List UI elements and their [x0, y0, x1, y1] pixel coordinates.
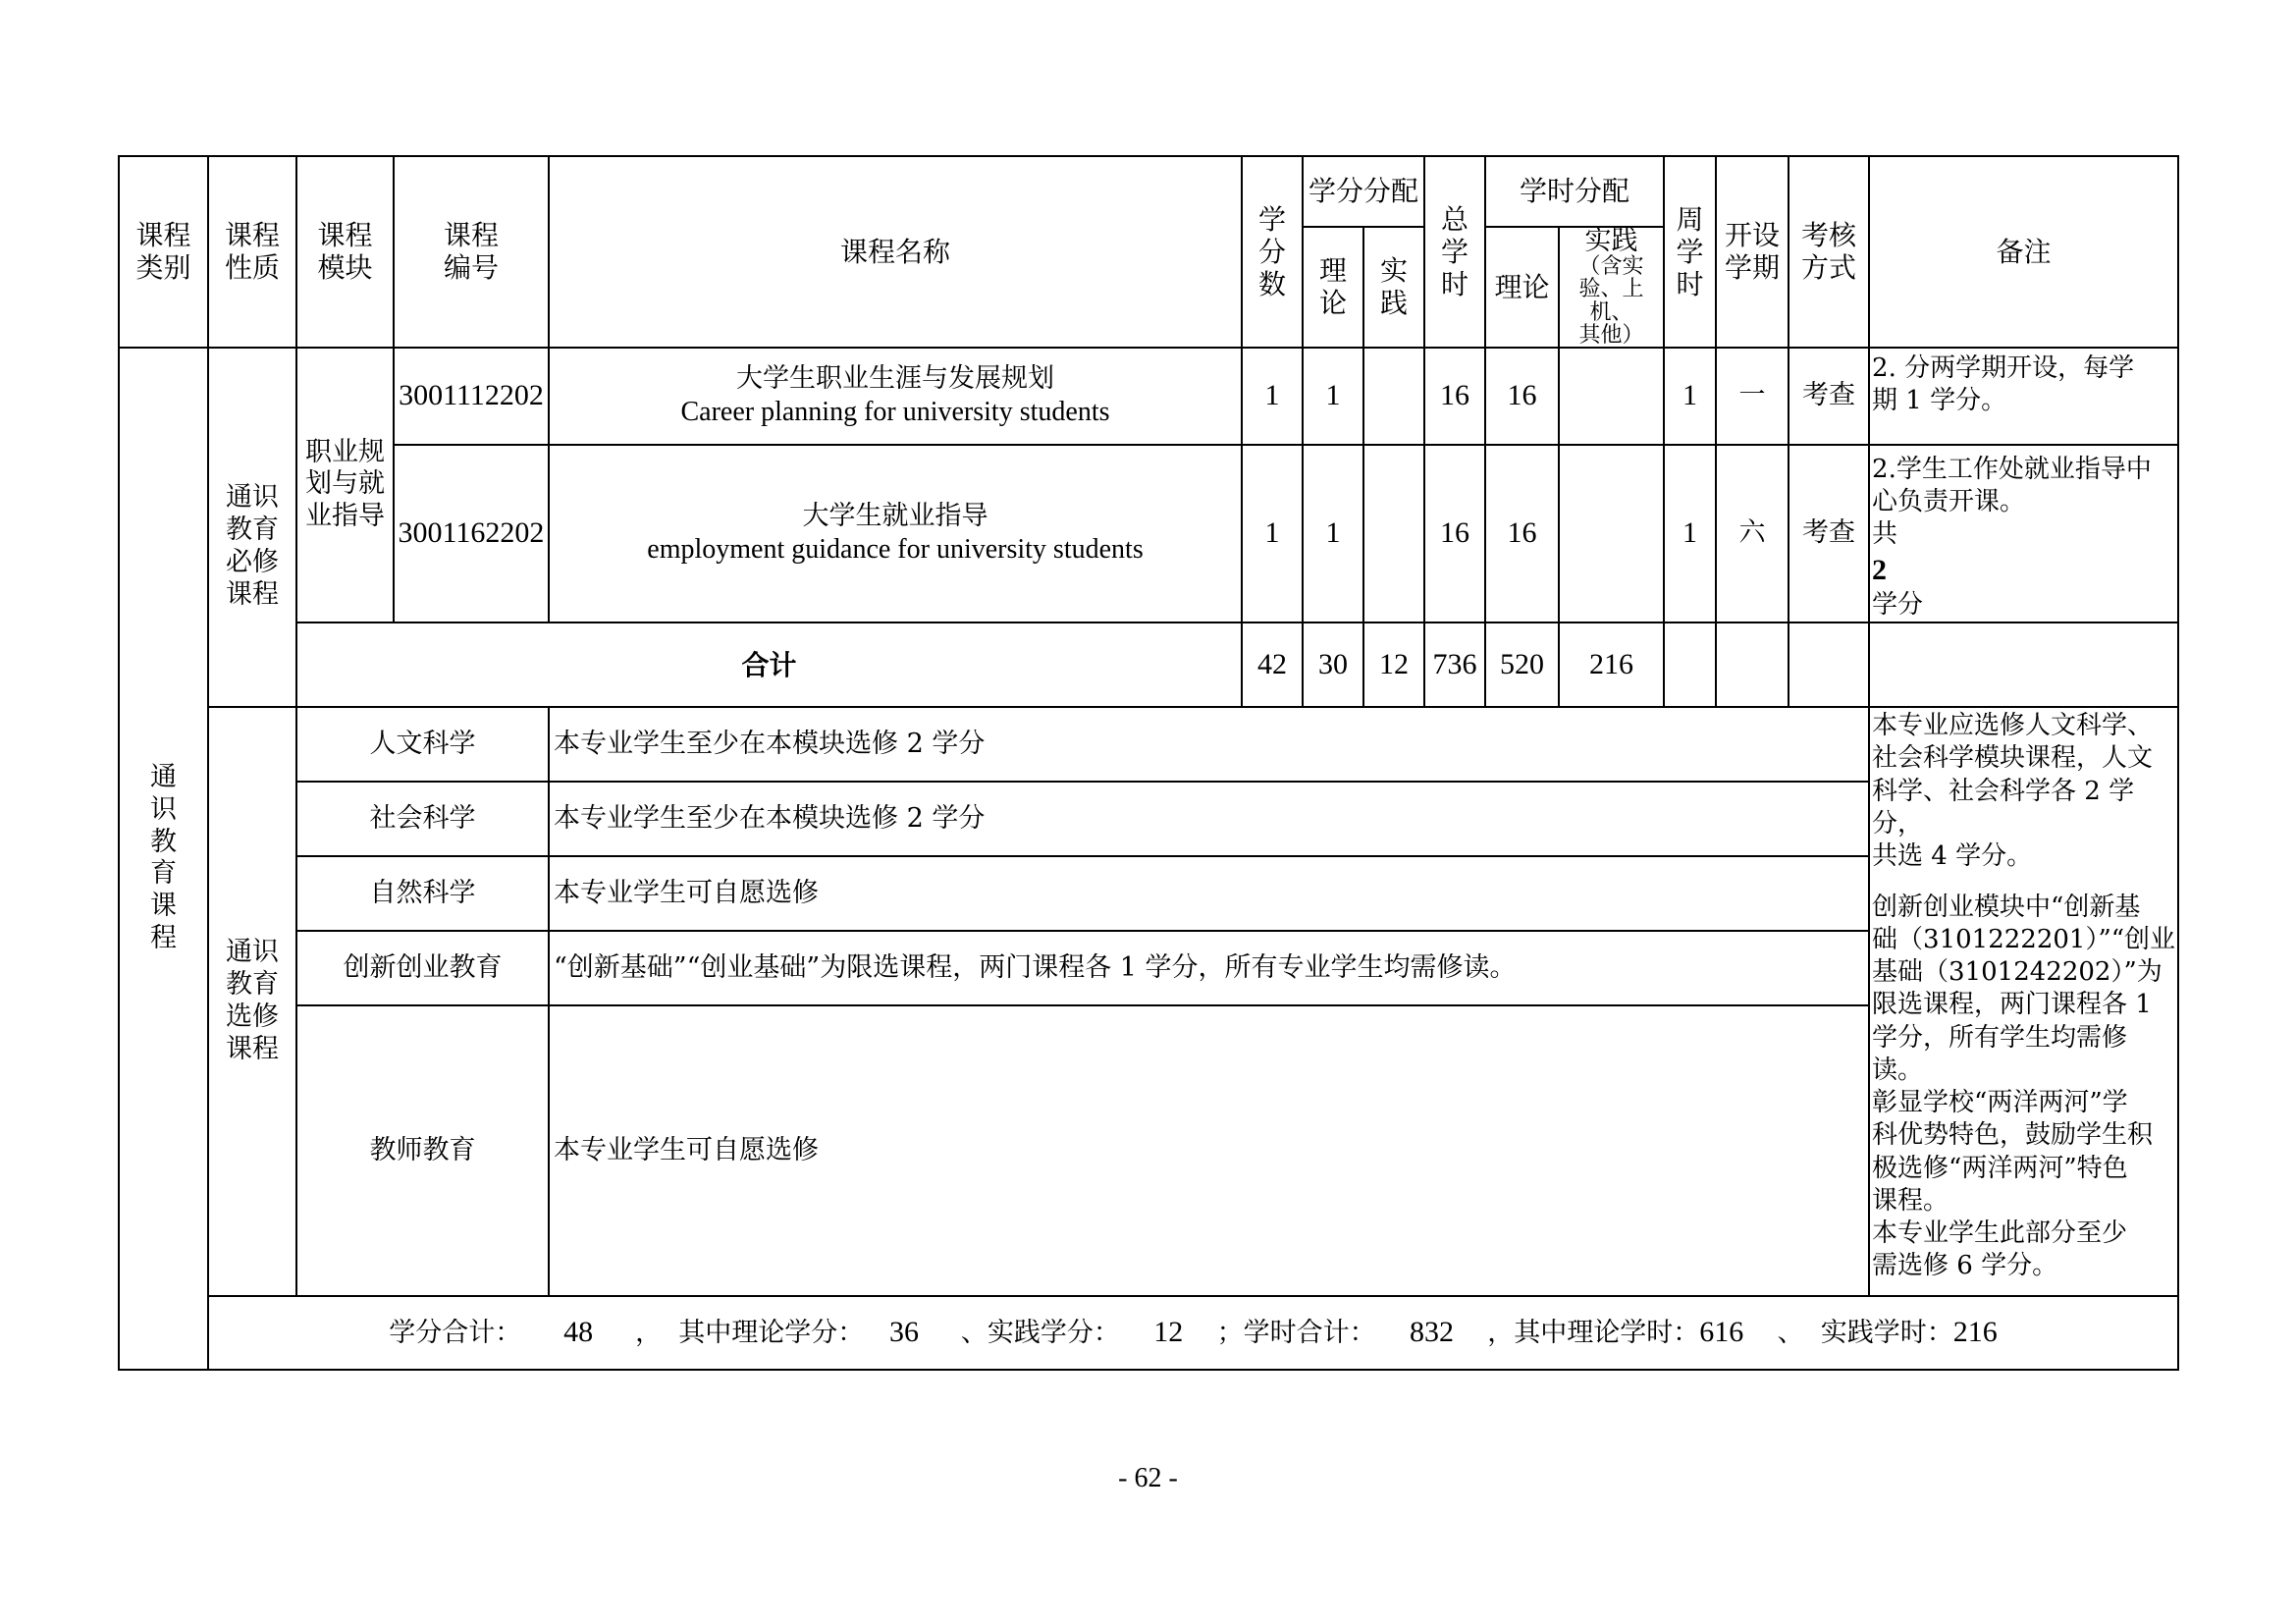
required-nature-cell: 通识 教育 必修 课程	[208, 348, 296, 707]
course-credit-practice	[1363, 445, 1424, 623]
course-name: 大学生就业指导 employment guidance for university students	[549, 445, 1242, 623]
header-weekly-hours: 周 学 时	[1664, 156, 1716, 348]
course-semester: 六	[1716, 445, 1789, 623]
course-credit-theory: 1	[1303, 445, 1363, 623]
summary-row	[119, 1296, 2178, 1370]
elective-module-desc: 本专业学生至少在本模块选修 2 学分	[549, 782, 1869, 856]
header-module: 课程 模块	[296, 156, 394, 348]
header-credit-theory: 理 论	[1303, 227, 1363, 348]
subtotal-hour-practice: 216	[1559, 623, 1664, 707]
course-total-hours: 16	[1424, 348, 1485, 445]
elective-nature-cell: 通识 教育 选修 课程	[208, 707, 296, 1296]
header-course-name: 课程名称	[549, 156, 1242, 348]
elective-row	[119, 707, 2178, 782]
elective-module-desc: 本专业学生可自愿选修	[549, 856, 1869, 931]
subtotal-total-hours: 736	[1424, 623, 1485, 707]
course-total-hours: 16	[1424, 445, 1485, 623]
course-code: 3001162202	[394, 445, 549, 623]
header-category: 课程 类别	[119, 156, 208, 348]
course-weekly-hours: 1	[1664, 348, 1716, 445]
subtotal-weekly	[1664, 623, 1716, 707]
elective-remarks: 本专业应选修人文科学、 社会科学模块课程，人文 科学、社会科学各 2 学分， 共选 4 学分。 创新创业模块中“创新基 础（3101222201）”“创业 基础（3101242202）”为 限选课程，两门课程各 1 学分，所有学生均需修 读。 彰显学校“两洋两河”学 科优势特色，鼓励学生积 极选修“两洋两河”特色 课程。 本专业学生此部分至少 需选修 6 学分。	[1869, 707, 2178, 1296]
course-hour-practice	[1559, 445, 1664, 623]
header-total-hours: 总 学 时	[1424, 156, 1485, 348]
curriculum-table	[118, 155, 2179, 1371]
course-remark: 2. 分两学期开设，每学 期 1 学分。	[1869, 348, 2178, 445]
course-semester: 一	[1716, 348, 1789, 445]
course-credit-theory: 1	[1303, 348, 1363, 445]
subtotal-row	[119, 623, 2178, 707]
course-hour-practice	[1559, 348, 1664, 445]
course-credits: 1	[1242, 445, 1303, 623]
table-row	[119, 348, 2178, 445]
summary-cell: 学分合计： 48 ， 其中理论学分： 36 、实践学分： 12 ；学时合计： 832 ，其中理论学时：616 、 实践学时：216	[208, 1296, 2178, 1370]
header-hour-practice: 实践 （含实 验、上机、 其他）	[1559, 227, 1664, 348]
header-nature: 课程 性质	[208, 156, 296, 348]
subtotal-label: 合计	[296, 623, 1242, 707]
course-credits: 1	[1242, 348, 1303, 445]
elective-module-name: 自然科学	[296, 856, 549, 931]
elective-module-desc: “创新基础”“创业基础”为限选课程，两门课程各 1 学分，所有专业学生均需修读。	[549, 931, 1869, 1005]
subtotal-remark	[1869, 623, 2178, 707]
course-hour-theory: 16	[1485, 445, 1559, 623]
elective-module-name: 人文科学	[296, 707, 549, 782]
header-remarks: 备注	[1869, 156, 2178, 348]
header-hour-theory: 理论	[1485, 227, 1559, 348]
elective-module-desc: 本专业学生可自愿选修	[549, 1005, 1869, 1296]
subtotal-semester	[1716, 623, 1789, 707]
course-assessment: 考查	[1789, 445, 1869, 623]
course-hour-theory: 16	[1485, 348, 1559, 445]
subtotal-hour-theory: 520	[1485, 623, 1559, 707]
subtotal-credits: 42	[1242, 623, 1303, 707]
elective-module-name: 创新创业教育	[296, 931, 549, 1005]
page-number: - 62 -	[1118, 1463, 1178, 1493]
header-semester: 开设 学期	[1716, 156, 1789, 348]
course-code: 3001112202	[394, 348, 549, 445]
header-credit-allocation: 学分分配	[1303, 156, 1424, 227]
elective-module-desc: 本专业学生至少在本模块选修 2 学分	[549, 707, 1869, 782]
elective-module-name: 社会科学	[296, 782, 549, 856]
subtotal-credit-practice: 12	[1363, 623, 1424, 707]
table-row	[119, 445, 2178, 623]
elective-module-name: 教师教育	[296, 1005, 549, 1296]
header-code: 课程 编号	[394, 156, 549, 348]
course-assessment: 考查	[1789, 348, 1869, 445]
course-credit-practice	[1363, 348, 1424, 445]
category-cell: 通 识 教 育 课 程	[119, 348, 208, 1370]
required-module-cell: 职业规 划与就 业指导	[296, 348, 394, 623]
course-name: 大学生职业生涯与发展规划 Career planning for university students	[549, 348, 1242, 445]
header-credits: 学 分 数	[1242, 156, 1303, 348]
course-weekly-hours: 1	[1664, 445, 1716, 623]
header-assessment: 考核 方式	[1789, 156, 1869, 348]
header-hour-allocation: 学时分配	[1485, 156, 1664, 227]
subtotal-credit-theory: 30	[1303, 623, 1363, 707]
header-credit-practice: 实 践	[1363, 227, 1424, 348]
subtotal-assessment	[1789, 623, 1869, 707]
header-row	[119, 156, 2178, 227]
course-remark: 2.学生工作处就业指导中 心负责开课。 共 2 学分	[1869, 445, 2178, 623]
